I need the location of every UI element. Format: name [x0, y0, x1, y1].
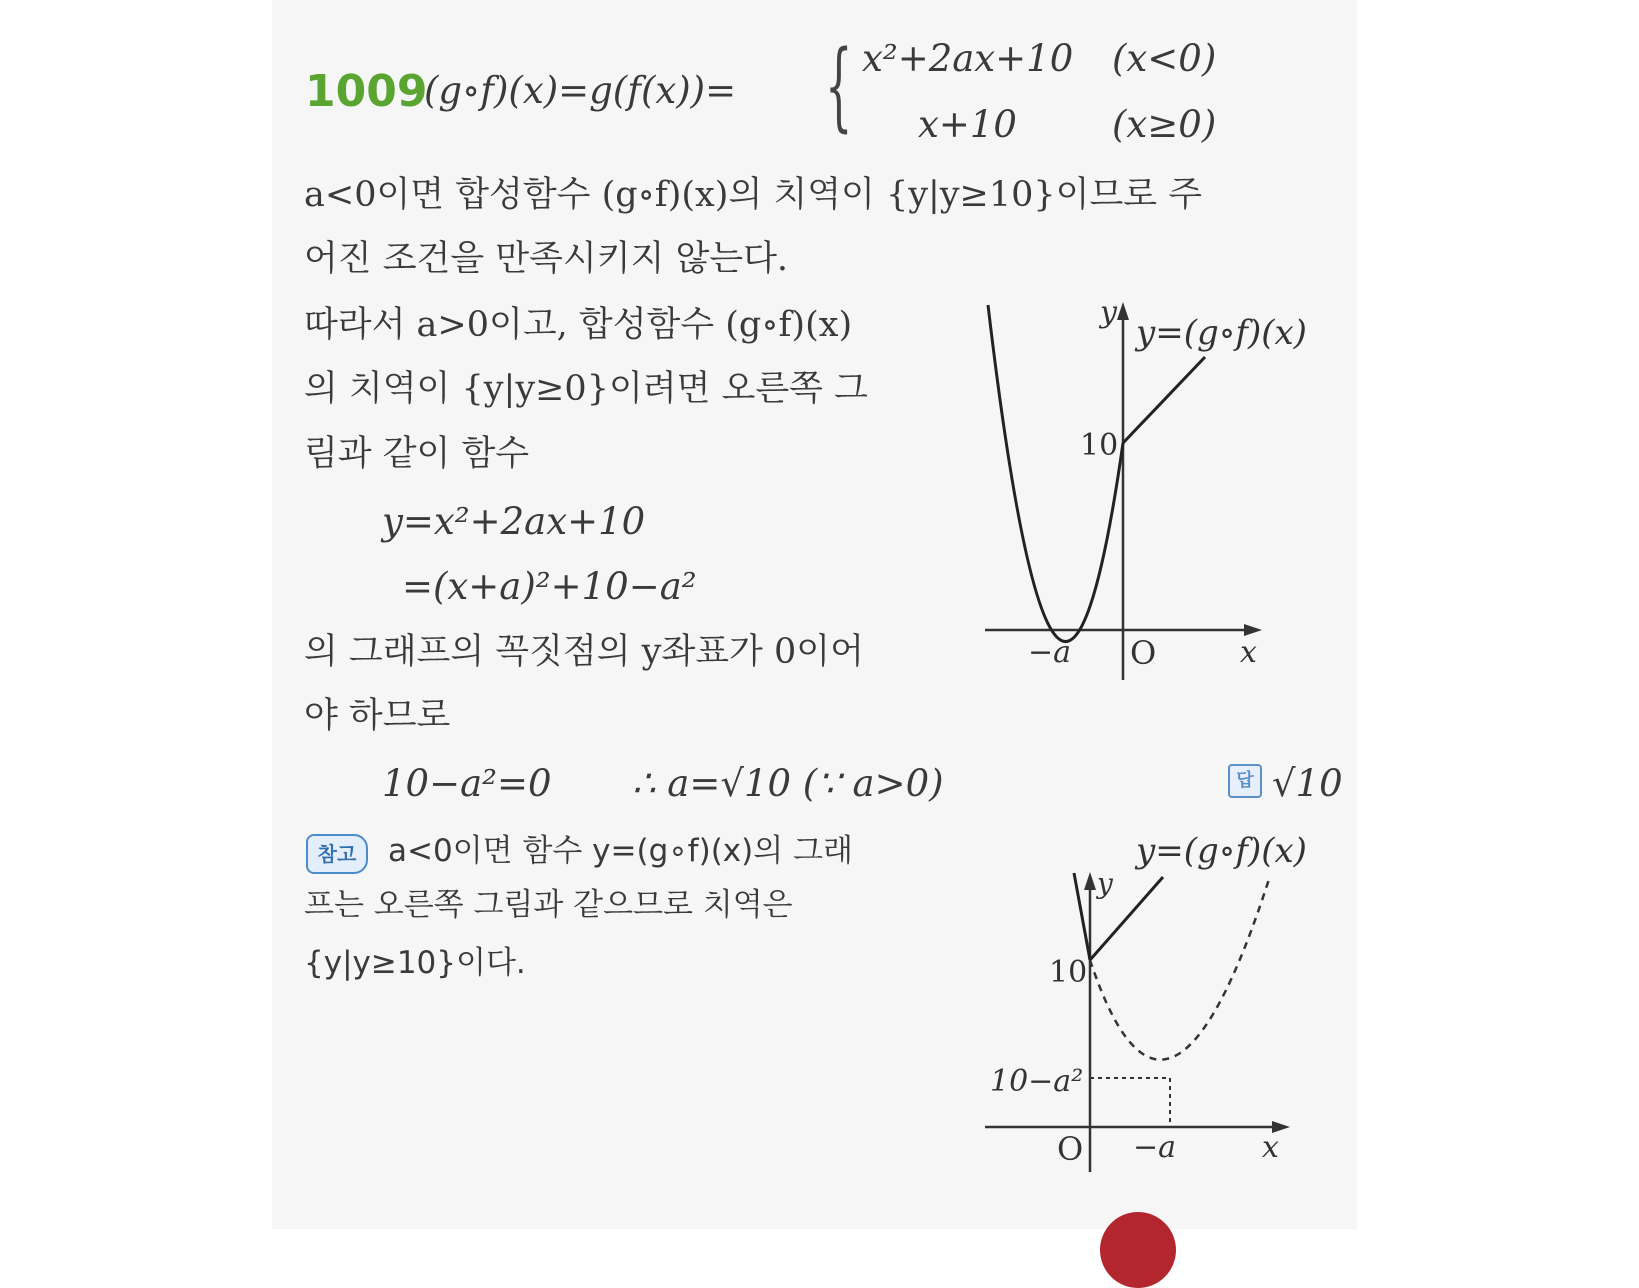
case2-expression: x+10 [918, 103, 1017, 146]
graph2-y-intercept: 10 [1049, 955, 1088, 990]
composition-definition: (g∘f)(x)=g(f(x))= [424, 69, 737, 112]
graph2-vertex-x: −a [1133, 1130, 1177, 1165]
body-line-4: 의 치역이 {y|y≥0}이려면 오른쪽 그 [304, 369, 868, 409]
case1-expression: x²+2ax+10 [862, 37, 1074, 80]
graph2-origin: O [1057, 1130, 1084, 1168]
note-line-3: {y|y≥10}이다. [304, 945, 526, 981]
body-line-7: 야 하므로 [304, 696, 451, 736]
graph2-y-label: y [1097, 867, 1113, 900]
body-line-1: a<0이면 합성함수 (g∘f)(x)의 치역이 {y|y≥10}이므로 주 [304, 175, 1203, 215]
note-line-1: a<0이면 함수 y=(g∘f)(x)의 그래 [388, 833, 853, 869]
equation-1: y=x²+2ax+10 [382, 500, 646, 543]
equation-3-result: ∴ a=√10 (∵ a>0) [632, 762, 944, 805]
graph2-y-arrow-icon [1084, 872, 1096, 890]
graph1-parabola [988, 305, 1123, 642]
equation-2: =(x+a)²+10−a² [402, 565, 697, 608]
graph2-curve-label: y=(g∘f)(x) [1136, 831, 1307, 871]
body-line-3: 따라서 a>0이고, 합성함수 (g∘f)(x) [304, 305, 853, 345]
graph1-y-arrow-icon [1117, 302, 1129, 320]
problem-number: 1009 [305, 66, 428, 117]
reference-badge: 참고 [306, 834, 368, 874]
answer-badge: 답 [1228, 764, 1262, 798]
piecewise-brace: { [825, 30, 853, 142]
graph1-origin: O [1130, 634, 1157, 672]
body-line-5: 림과 같이 함수 [304, 434, 530, 474]
case2-condition: (x≥0) [1112, 103, 1217, 146]
graph1-y-label: y [1100, 295, 1117, 330]
case1-condition: (x<0) [1112, 37, 1217, 80]
equation-3: 10−a²=0 [382, 762, 552, 805]
graph1-curve-label: y=(g∘f)(x) [1136, 313, 1307, 353]
graph2-x-label: x [1262, 1130, 1279, 1165]
graph1-y-intercept: 10 [1080, 428, 1119, 463]
graph1-vertex-x: −a [1028, 635, 1072, 670]
answer-value: √10 [1272, 762, 1343, 805]
graph1-ray [1123, 357, 1205, 443]
note-line-2: 프는 오른쪽 그림과 같으므로 치역은 [304, 887, 793, 923]
page-marker-decoration [1100, 1212, 1176, 1288]
body-line-6: 의 그래프의 꼭짓점의 y좌표가 0이어 [304, 632, 864, 672]
body-line-2: 어진 조건을 만족시키지 않는다. [304, 239, 789, 279]
graph2-dashed-parabola [1090, 876, 1270, 1060]
graph1-x-label: x [1240, 635, 1257, 670]
graph2-min-label: 10−a² [990, 1064, 1084, 1099]
